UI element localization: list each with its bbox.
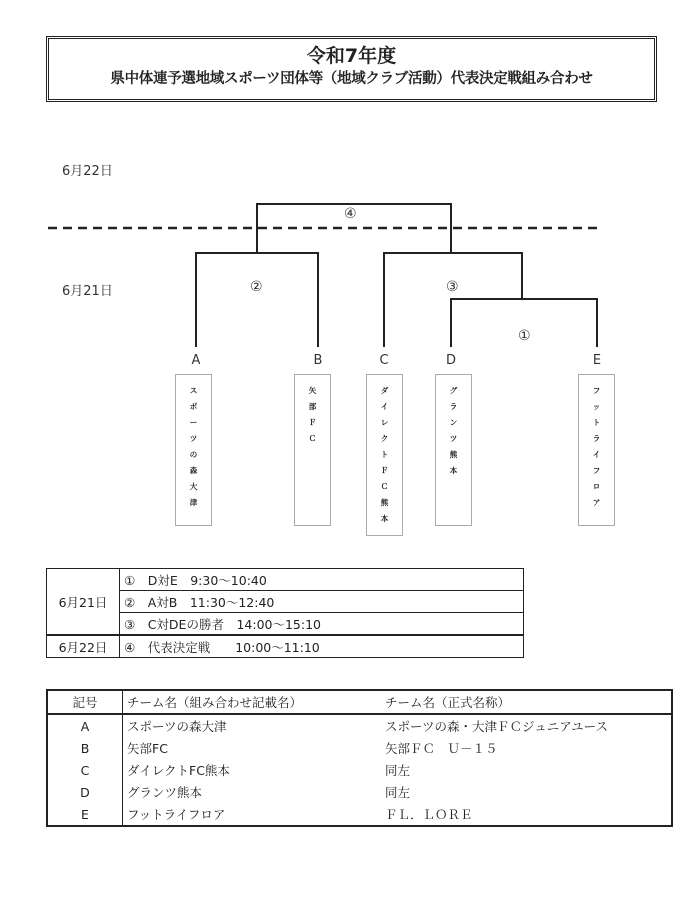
- team-name-char: ダ: [380, 386, 389, 395]
- team-short-name: グランツ熊本: [127, 785, 203, 800]
- team-name-char: ロ: [592, 482, 601, 491]
- team-name-char: イ: [380, 402, 389, 411]
- team-name-char: Ｃ: [380, 482, 389, 491]
- team-letter-b: B: [313, 353, 323, 368]
- team-name-char: 本: [380, 514, 389, 523]
- table-row: [47, 737, 672, 759]
- schedule-date-day1: 6月21日: [47, 569, 120, 636]
- team-code: A: [47, 714, 123, 737]
- team-letter-d: D: [445, 353, 456, 368]
- schedule-entry: ① D対E 9:30～10:40: [120, 569, 524, 591]
- team-name-char: ン: [449, 418, 458, 427]
- schedule-date-day2: 6月22日: [47, 635, 120, 658]
- team-name-char: レ: [380, 418, 389, 427]
- team-box-a: [175, 374, 212, 526]
- team-letter-c: C: [379, 353, 389, 368]
- team-name-char: ポ: [189, 402, 198, 411]
- team-official-name: 同左: [385, 785, 411, 800]
- team-name-char: イ: [592, 450, 601, 459]
- schedule-entry: ③ C対DEの勝者 14:00～15:10: [120, 613, 524, 636]
- team-short-name: ダイレクトFC熊本: [127, 763, 230, 778]
- team-short-name: フットライフロア: [123, 803, 382, 826]
- match-number-4: ④: [344, 206, 357, 222]
- team-short-name: スポーツの森大津: [127, 719, 227, 734]
- team-official-name: 矢部ＦＣ Ｕ－１５: [385, 741, 498, 756]
- table-row: [47, 569, 524, 591]
- team-name-char: Ｆ: [308, 418, 317, 427]
- team-box-c: [366, 374, 403, 536]
- team-box-d: [435, 374, 472, 526]
- team-official-name: スポーツの森・大津ＦＣジュニアユース: [385, 719, 609, 734]
- team-box-e: [578, 374, 615, 526]
- table-header-row: [47, 690, 672, 714]
- team-code: E: [47, 803, 123, 826]
- header-code: 記号: [47, 690, 123, 714]
- team-name-char: フ: [592, 386, 601, 395]
- schedule-entry: ② A対B 11:30～12:40: [120, 591, 524, 613]
- team-name-char: ト: [592, 418, 601, 427]
- team-name-char: 大: [189, 482, 198, 491]
- match-number-1: ①: [518, 328, 531, 344]
- team-name-char: ー: [189, 418, 198, 427]
- table-row: [47, 803, 672, 826]
- team-short-name: 矢部FC: [127, 741, 168, 756]
- match-number-2: ②: [250, 279, 263, 295]
- teams-table: [46, 689, 673, 827]
- team-name-char: ツ: [449, 434, 458, 443]
- team-name-char: ラ: [449, 402, 458, 411]
- page-title: 令和7年度: [306, 45, 397, 67]
- team-name-char: 熊: [380, 498, 389, 507]
- team-official-name: ＦＬ．ＬＯＲＥ: [381, 803, 672, 826]
- team-code: C: [47, 759, 123, 781]
- team-name-char: 森: [189, 466, 198, 475]
- table-row: [47, 635, 524, 658]
- team-name-char: ト: [380, 450, 389, 459]
- match-number-3: ③: [446, 279, 459, 295]
- team-name-char: 矢: [308, 386, 317, 395]
- team-name-char: 部: [308, 402, 317, 411]
- header-short-name: チーム名（組み合わせ記載名）: [123, 690, 382, 714]
- team-code: D: [47, 781, 123, 803]
- schedule-entry: ④ 代表決定戦 10:00～11:10: [120, 635, 524, 658]
- schedule-table: [46, 568, 524, 658]
- header-official-name: チーム名（正式名称）: [381, 690, 672, 714]
- team-name-char: 熊: [449, 450, 458, 459]
- team-name-char: グ: [449, 386, 458, 395]
- team-name-char: ス: [189, 386, 198, 395]
- date-label-day2: 6月22日: [62, 164, 113, 179]
- team-name-char: ッ: [592, 402, 601, 411]
- table-row: [47, 781, 672, 803]
- table-row: [47, 759, 672, 781]
- team-name-char: ツ: [189, 434, 198, 443]
- team-box-b: [294, 374, 331, 526]
- team-name-char: Ｆ: [380, 466, 389, 475]
- table-row: [47, 714, 672, 737]
- team-name-char: 津: [189, 498, 198, 507]
- team-name-char: ク: [380, 434, 389, 443]
- page-subtitle: 県中体連予選地域スポーツ団体等（地域クラブ活動）代表決定戦組み合わせ: [110, 71, 593, 87]
- bracket-line-match2: [196, 253, 318, 347]
- team-letter-e: E: [592, 353, 602, 368]
- team-name-char: フ: [592, 466, 601, 475]
- team-name-char: ラ: [592, 434, 601, 443]
- team-letter-a: A: [191, 353, 201, 368]
- date-label-day1: 6月21日: [62, 284, 113, 299]
- team-name-char: の: [189, 450, 198, 459]
- team-official-name: 同左: [385, 763, 411, 778]
- team-name-char: ア: [592, 498, 601, 507]
- team-name-char: 本: [449, 466, 458, 475]
- team-code: B: [47, 737, 123, 759]
- team-name-char: Ｃ: [308, 434, 317, 443]
